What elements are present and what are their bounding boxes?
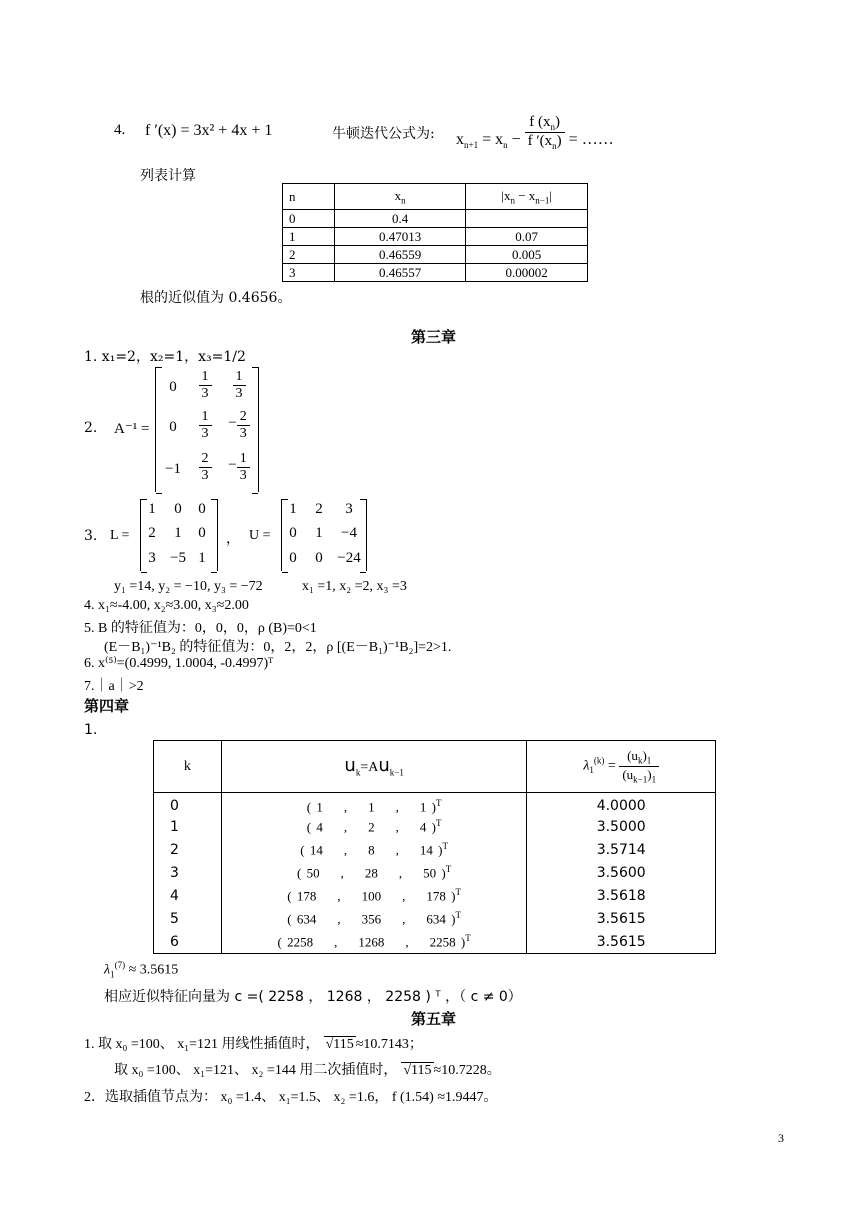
y-solution: y₁ =14, y₂ = −10, y₃ = −72 [114,579,263,594]
header-uk: $u_k=Au_{k-1}$ [221,741,527,793]
table-cell: 0.07 [466,228,588,246]
matrix-cell: 3 [148,550,156,566]
table-cell: 3 [283,264,335,282]
lambda-cell: 3.5615 [596,933,646,950]
matrix-cell: 0 [169,419,177,435]
table-cell: 0.46557 [334,264,466,282]
u-label: U = [249,528,271,543]
lambda-cell: 3.5618 [596,888,646,904]
matrix-cell: 0 [315,550,323,566]
table-cell: 0.46559 [334,246,466,264]
table-cell: 0.00002 [466,264,588,282]
table-row [154,816,716,839]
table-row [154,885,716,908]
k-cell: 5 [154,908,222,931]
lambda-cell: 3.5714 [596,842,646,858]
lambda7-approx: $\lambda_1^{(7)} \approx 3.5615$ [104,960,179,980]
matrix-cell: 0 [198,501,206,517]
k-cell: 2 [154,839,222,862]
matrix-cell: $\frac{1}{3}$ [188,409,222,442]
u-vector-cell: ( 4 , 2 , 4 )$^T$ [221,816,527,839]
matrix-cell: 0 [169,379,177,395]
list-calc-label: 列表计算 [140,168,196,184]
k-cell: 3 [154,862,222,885]
newton-table [282,183,588,282]
eigenvector-line: 相应近似特征向量为 c =( 2258 ， 1268 ， 2258 ) ᵀ ，（ c ≠ 0） [104,989,522,1005]
page-number: 3 [778,1131,784,1145]
k-cell: 0 [154,793,222,816]
table-row [154,839,716,862]
matrix-cell: −4 [341,525,357,541]
comma: ， [226,531,240,547]
matrix-cell: − $\frac{1}{3}$ [222,451,256,484]
lambda-cell: 3.5000 [596,819,646,835]
matrix-cell: $\frac{2}{3}$ [188,451,222,484]
matrix-cell: 0 [289,550,297,566]
u-vector-cell: ( 634 , 356 , 634 )$^T$ [221,908,527,931]
a-inverse-matrix [155,367,259,492]
matrix-cell: 3 [345,501,353,517]
matrix-cell: 2 [148,525,156,541]
k-cell: 4 [154,885,222,908]
header-xn: $x_n$ [334,184,466,210]
lambda-cell: 4.0000 [596,798,646,815]
newton-label: 牛顿迭代公式为: [332,126,435,142]
matrix-cell: 1 [315,525,323,541]
matrix-cell: 2 [315,501,323,517]
table-cell: 2 [283,246,335,264]
ch5-item1b: 取 x₀ =100、 x₁=121、 x₂ =144 用二次插值时， √115 ≈10.7228。 [114,1063,501,1078]
chapter3-title: 第三章 [411,328,457,346]
header-k: k [154,741,222,793]
u-vector-cell: ( 50 , 28 , 50 )$^T$ [221,862,527,885]
root-approx: 根的近似值为 0.4656。 [140,290,292,306]
matrix-cell: − $\frac{2}{3}$ [222,409,256,442]
ch3-item3-number: 3. [84,528,98,544]
matrix-cell: 1 [148,501,156,517]
power-method-table [153,740,716,954]
u-vector-cell: ( 1 , 1 , 1 )$^T$ [221,793,527,816]
table-cell: 1 [283,228,335,246]
table-cell: 0.47013 [334,228,466,246]
u-vector-cell: ( 2258 , 1268 , 2258 )$^T$ [221,931,527,954]
table-row [154,908,716,931]
ch4-item1: 1. [84,722,98,738]
k-cell: 6 [154,931,222,954]
table-cell [466,210,588,228]
table-cell: 0.005 [466,246,588,264]
matrix-cell: −24 [337,550,361,566]
matrix-cell: 1 [289,501,297,517]
ch3-item4: 4. x₁≈-4.00, x₂≈3.00, x₃≈2.00 [84,598,249,613]
matrix-cell: 0 [289,525,297,541]
table-cell: 0.4 [334,210,466,228]
u-vector-cell: ( 178 , 100 , 178 )$^T$ [221,885,527,908]
ch5-item2: 2．选取插值节点为： x₀ =1.4、 x₁=1.5、 x₂ =1.6， f (1.54) ≈1.9447。 [84,1090,498,1105]
derivative-formula: f ′(x) = 3x² + 4x + 1 [145,122,273,139]
matrix-cell: 1 [198,550,206,566]
matrix-cell: $\frac{1}{3}$ [222,369,256,402]
lambda-cell: 3.5615 [596,911,646,927]
table-row [154,862,716,885]
ch3-item6: 6. x⁽⁵⁾=(0.4999, 1.0004, -0.4997)ᵀ [84,656,274,671]
ch3-item2-number: 2. [84,420,98,436]
chapter4-title: 第四章 [84,697,130,715]
u-matrix [281,499,367,571]
l-label: L = [110,528,130,543]
table-row [154,793,716,816]
ch5-item1a: 1. 取 x₀ =100、 x₁=121 用线性插值时， √115 ≈10.7143； [84,1037,423,1052]
k-cell: 1 [154,816,222,839]
header-lambda: $\lambda_1^{(k)}$ = $\frac{(u_k)_1}{(u_{k-1})_1}$ [527,741,716,793]
item4-number: 4. [114,122,126,138]
matrix-cell: 1 [174,525,182,541]
newton-formula: $x_{n+1} = x_n$ − $\frac{f (x_n)}{f '(x_n)}$ = …… [456,114,614,151]
ch3-item1: 1. x₁=2，x₂=1，x₃=1/2 [84,349,246,365]
ch3-item7: 7.｜a｜>2 [84,679,144,694]
header-diff: $|x_n - x_{n-1}|$ [466,184,588,210]
chapter5-title: 第五章 [411,1010,457,1028]
matrix-cell: −1 [165,461,181,477]
ch3-item5a: 5. B 的特征值为：0，0，0，ρ (B)=0<1 [84,621,317,636]
matrix-cell: $\frac{1}{3}$ [188,369,222,402]
header-n: n [283,184,335,210]
table-row [154,931,716,954]
matrix-cell: −5 [170,550,186,566]
matrix-cell: 0 [174,501,182,517]
table-cell: 0 [283,210,335,228]
x-solution: x₁ =1, x₂ =2, x₃ =3 [302,579,407,594]
matrix-cell: 0 [198,525,206,541]
a-inverse-label: A⁻¹ = [114,421,150,437]
ch3-item5b: (E－B₁)⁻¹B₂ 的特征值为：0，2，2，ρ [(E－B₁)⁻¹B₂]=2>1. [104,640,452,655]
lambda-cell: 3.5600 [596,865,646,881]
l-matrix [140,499,218,571]
u-vector-cell: ( 14 , 8 , 14 )$^T$ [221,839,527,862]
